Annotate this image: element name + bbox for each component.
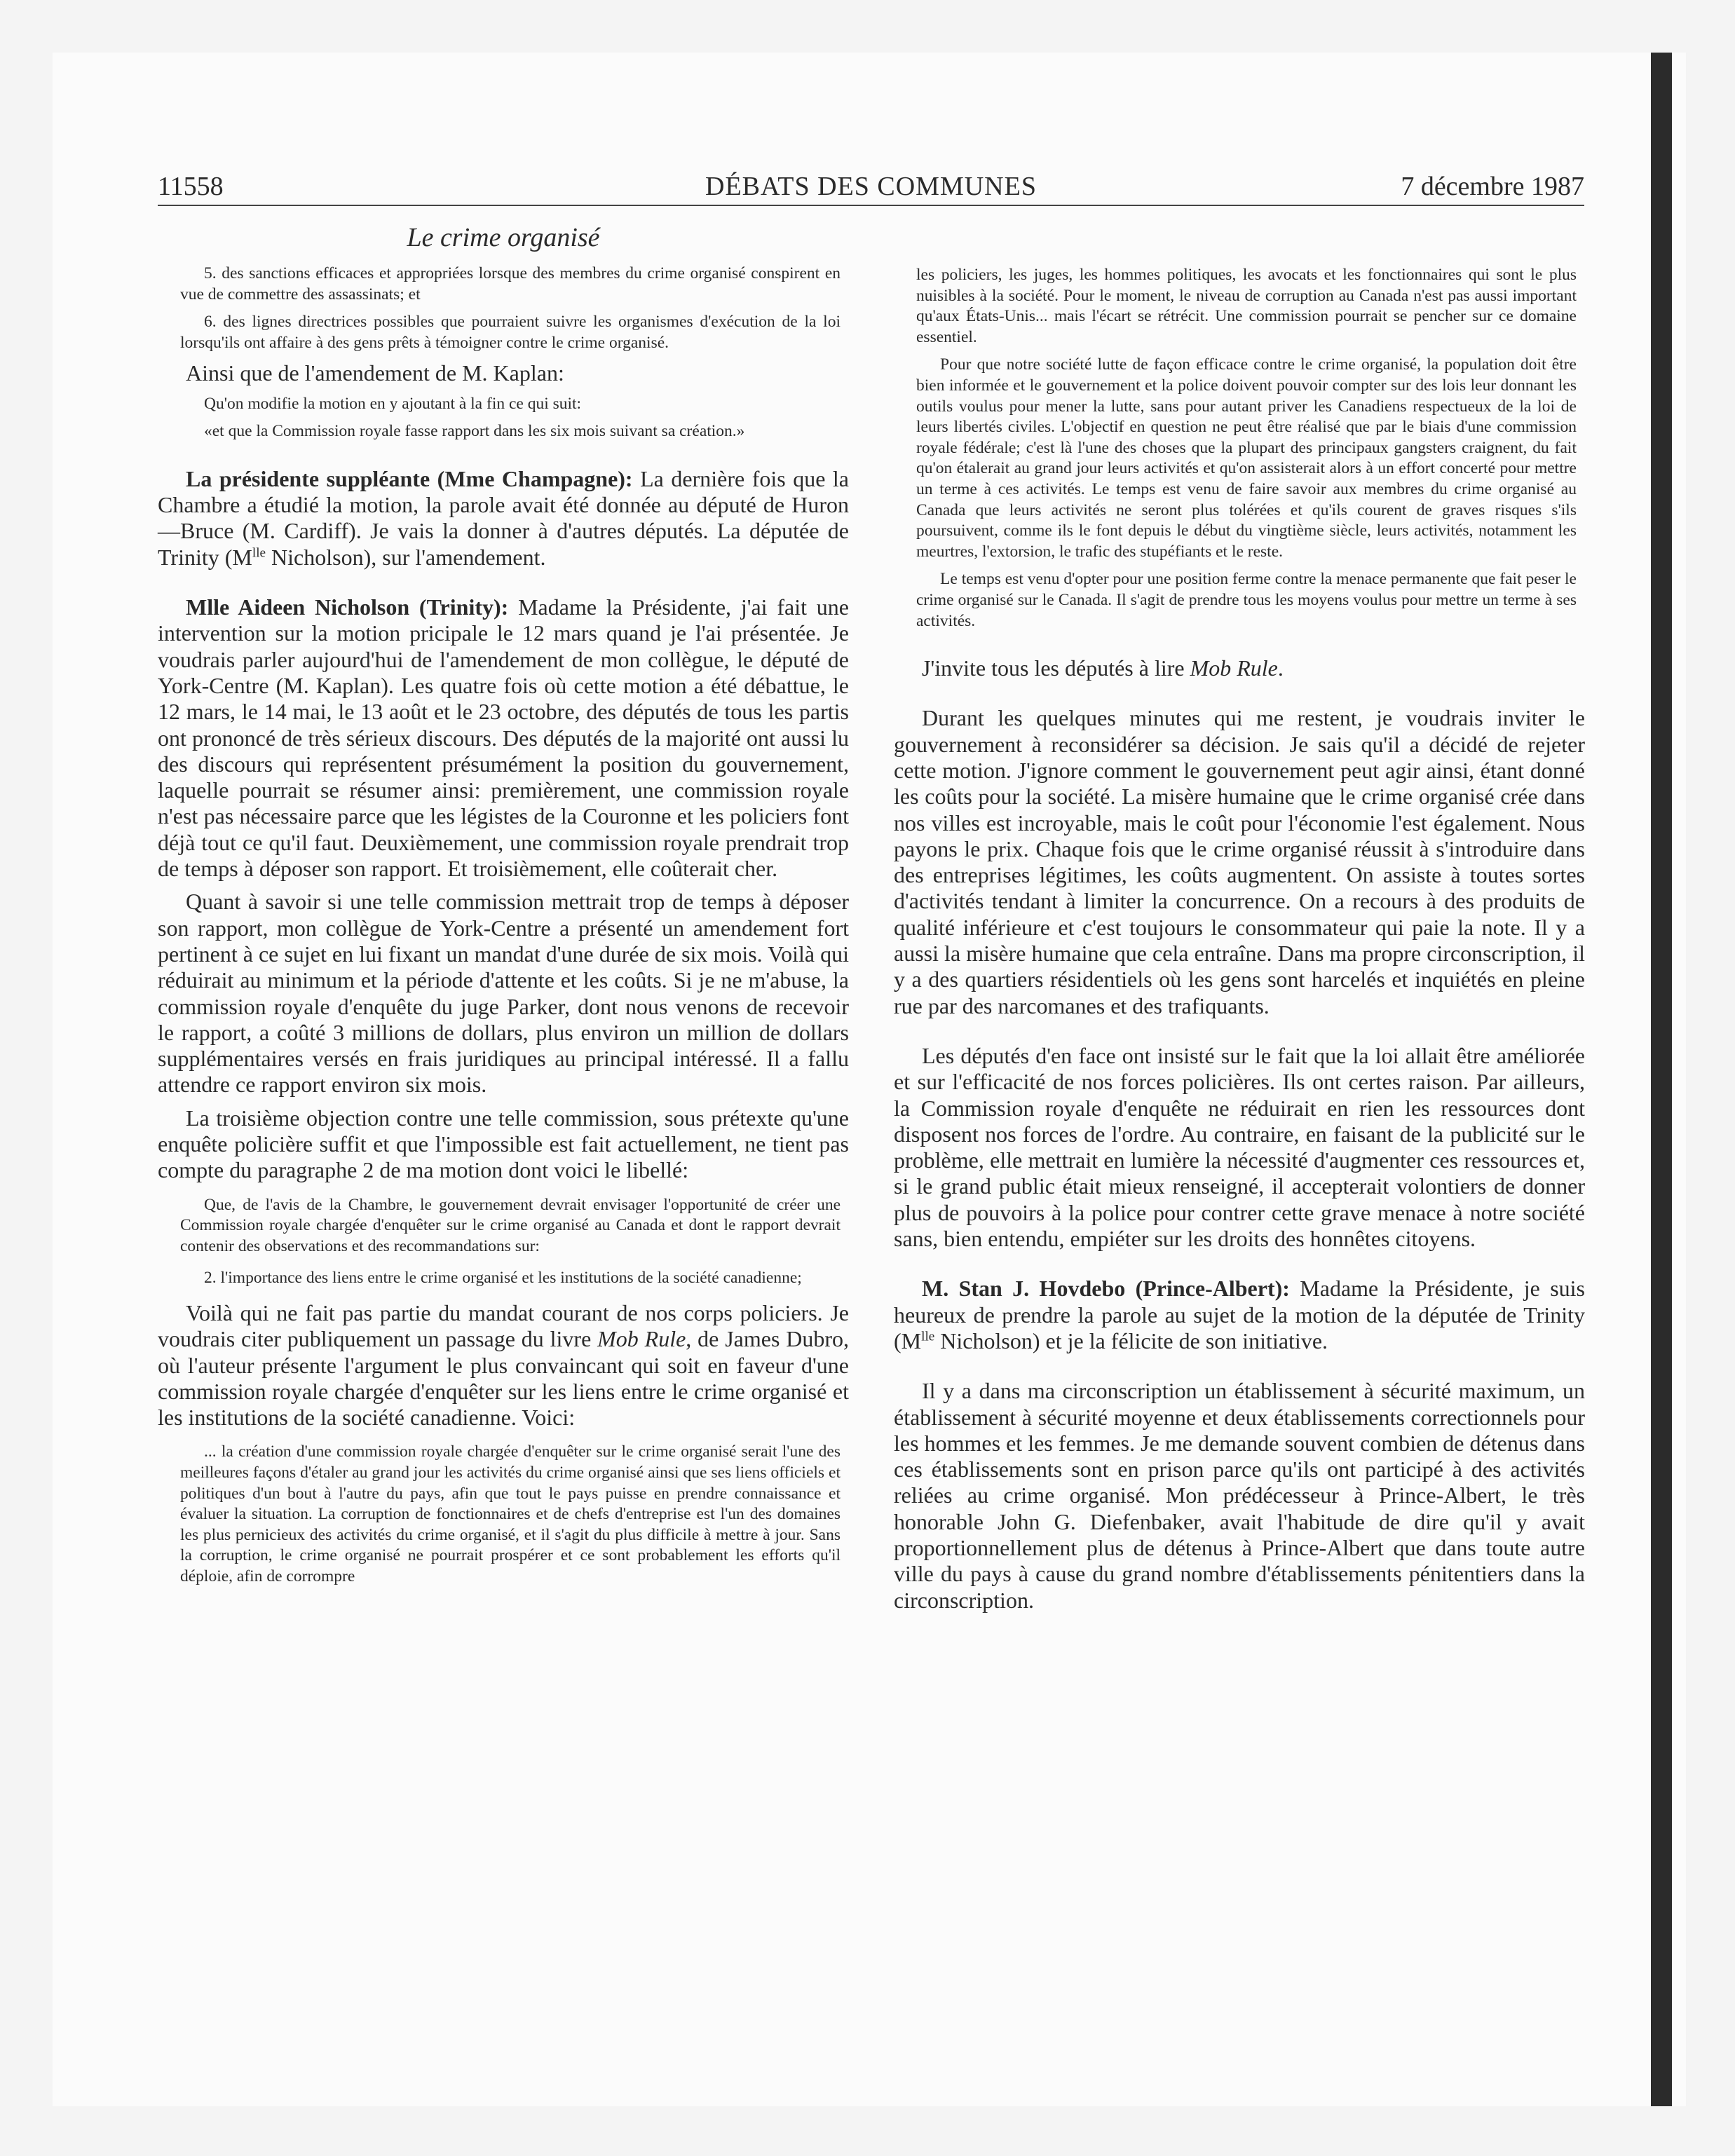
amendment-quote-1: Qu'on modifie la motion en y ajoutant à la fin ce qui suit: (204, 394, 582, 413)
quote-item-2: 2. l'importance des liens entre le crime organisé et les institutions de la société canadienne; (204, 1269, 802, 1288)
left-column (158, 221, 849, 1588)
paragraph-troisieme: La troisième objection contre une telle commission, sous prétexte qu'une enquête policière suffit et que l'impossible est fait actuellement, ne tient pas compte du paragraphe 2 de ma motion dont voici le libellé: (158, 1105, 849, 1183)
quote-pourque: Pour que notre société lutte de façon efficace contre le crime organisé, la population doit être bien informée et le gouvernement et la police doivent pouvoir compter sur des lois leur donnant les outils voulus pour mener la lutte, sans pour autant priver les Canadiens respectueux de la loi de leurs libertés civiles. L'objectif en question ne peut être réalisé que par le biais d'une commission royale fédérale; c'est là l'une des choses que la plupart des principaux gangsters craignent, du fait qu'on étalerait au grand jour leurs activités et qu'on assisterait alors à un effort concerté pour mettre un terme à ces activités. Le temps est venu de faire savoir aux membres du crime organisé au Canada que leurs activités ne seront plus tolérées et qu'ils courent de graves risques s'ils poursuivent, comme ils le font depuis le début du vingtième siècle, leurs activités, notamment les meurtres, l'extorsion, le trafic des stupéfiants et le reste. (916, 355, 1577, 561)
publication-title: DÉBATS DES COMMUNES (705, 172, 1037, 201)
quote-dubro: ... la création d'une commission royale chargée d'enquêter sur le crime organisé serait l'une des meilleures façons d'étaler au grand jour les activités du crime organisé ainsi que ses liens officiels et politiques d'un bout à l'autre du pays, afin que tout le pays puisse en prendre connaissance et évaluer la situation. La corruption de fonctionnaires et de chefs d'entreprise est l'un des domaines les plus pernicieux des activités du crime organisé, et il s'agit du plus difficile à mettre à jour. Sans la corruption, le crime organisé ne pourrait prospérer et ce sont probablement les efforts qu'il déploie, afin de corrompre (180, 1442, 841, 1585)
speaker-name: La présidente suppléante (Mme Champagne): (186, 465, 633, 491)
speaker-name: Mlle Aideen Nicholson (Trinity): (186, 594, 509, 620)
paragraph-chair: La présidente suppléante (Mme Champagne): La dernière fois que la Chambre a étudié la motion, la parole avait été donnée au député de Huron—Bruce (M. Cardiff). Je vais la donner à d'autres députés. La députée de Trinity ($M^{lle}$ Nicholson), sur l'amendement. (158, 465, 850, 570)
amendment-quote-2: «et que la Commission royale fasse rapport dans les six mois suivant sa création.» (204, 422, 745, 441)
book-title: Mob Rule (597, 1326, 686, 1352)
paragraph-hovdebo: M. Stan J. Hovdebo (Prince-Albert): Madame la Présidente, je suis heureux de prendre la parole au sujet de la motion de la députée de Trinity ($M^{lle}$ Nicholson) et je la félicite de son initiative. (894, 1276, 1586, 1353)
page-header (158, 171, 1584, 206)
paragraph-voila: Voilà qui ne fait pas partie du mandat courant de nos corps policiers. Je voudrais citer publiquement un passage du livre Mob Rule, de James Dubro, où l'auteur présente l'argument le plus convaincant qui soit en faveur d'une commission royale chargée d'enquêter sur les liens entre le crime organisé et les institutions de la société canadienne. Voici: (158, 1299, 850, 1431)
subject-heading: Le crime organisé (407, 223, 600, 252)
quote-motion: Que, de l'avis de la Chambre, le gouvernement devrait envisager l'opportunité de créer une Commission royale chargée d'enquêter sur le crime organisé au Canada et dont le rapport devrait contenir des observations et des recommandations sur: (180, 1195, 841, 1255)
page-number: 11558 (158, 172, 224, 201)
page-edge-shadow (1651, 53, 1672, 2106)
speaker-name: M. Stan J. Hovdebo (Prince-Albert): (922, 1276, 1290, 1302)
quote-dubro-continued: les policiers, les juges, les hommes politiques, les avocats et les fonctionnaires qui sont le plus nuisibles à la société. Pour le moment, le niveau de corruption au Canada n'est pas aussi important qu'aux États-Unis... mais l'écart se rétrécit. Une commission pourrait se pencher sur ce domaine essentiel. (916, 266, 1577, 346)
paragraph-invite: J'invite tous les députés à lire Mob Rule. (922, 655, 1284, 681)
paragraph-durant: Durant les quelques minutes qui me restent, je voudrais inviter le gouvernement à reconsidérer sa décision. Je sais qu'il a décidé de rejeter cette motion. J'ignore comment le gouvernement peut agir ainsi, étant donné les coûts pour la société. La misère humaine que le crime organisé crée dans nos villes est incroyable, mais le coût pour l'économie l'est également. Nous payons le prix. Chaque fois que le crime organisé réussit à s'introduire dans des entreprises légitimes, les coûts augmentent. On assiste à toutes sortes d'activités tendant à limiter la concurrence. On a recours à des produits de qualité inférieure et c'est toujours le consommateur qui paie la note. Il y a aussi la misère humaine que cela entraîne. Dans ma propre circonscription, il y a des quartiers résidentiels où les gens sont harcelés et inquiétés en pleine rue par des narcomanes et des trafiquants. (894, 705, 1585, 1018)
paragraph-quant: Quant à savoir si une telle commission mettrait trop de temps à déposer son rapport, mon collègue de York-Centre a présenté un amendement fort pertinent à ce sujet en lui fixant un mandat d'une durée de six mois. Voilà qui réduirait au minimum et la période d'attente et les coûts. Si je ne m'abuse, la commission royale d'enquête du juge Parker, dont nous venons de recevoir le rapport, a coûté 3 millions de dollars, plus environ un million de dollars supplémentaires versés en frais juridiques au principal intéressé. Il a fallu attendre ce rapport environ six mois. (158, 889, 849, 1098)
quote-temps: Le temps est venu d'opter pour une position ferme contre la menace permanente que fait peser le crime organisé sur le Canada. Il s'agit de prendre tous les moyens voulus pour mettre un terme à ses activités. (916, 570, 1577, 630)
paragraph-nicholson: Mlle Aideen Nicholson (Trinity): Madame la Présidente, j'ai fait une intervention sur la motion pricipale le 12 mars quand je l'ai présentée. Je voudrais parler aujourd'hui de l'amendement de mon collègue, le député de York-Centre (M. Kaplan). Les quatre fois où cette motion a été débattue, le 12 mars, le 14 mai, le 13 août et le 23 octobre, des députés de tous les partis ont prononcé de très sérieux discours. Des députés de la majorité ont aussi lu des discours qui représentent présumément la position du gouvernement, laquelle pourrait se résumer ainsi: premièrement, une commission royale n'est pas nécessaire parce que les légistes de la Couronne et les policiers font déjà tout ce qu'il faut. Deuxièmement, une commission royale prendrait trop de temps à déposer son rapport. Et troisièmement, elle coûterait cher. (158, 594, 850, 882)
right-column (894, 265, 1585, 1613)
amendment-intro: Ainsi que de l'amendement de M. Kaplan: (186, 360, 564, 386)
quote-item-6: 6. des lignes directrices possibles que pourraient suivre les organismes d'exécution de la loi lorsqu'ils ont affaire à des gens prêts à témoigner contre le crime organisé. (180, 313, 841, 352)
paragraph-deputes: Les députés d'en face ont insisté sur le fait que la loi allait être améliorée et sur l'efficacité de nos forces policières. Ils ont certes raison. Par ailleurs, la Commission royale d'enquête ne réduirait en rien les ressources dont disposent nos forces de l'ordre. Au contraire, en faisant de la publicité sur le problème, elle mettrait en lumière la nécessité d'augmenter ces ressources et, si le grand public était mieux renseigné, il accepterait volontiers de donner plus de pouvoirs à la police pour contrer cette grave menace à notre société sans, bien entendu, empiéter sur les droits des honnêtes citoyens. (894, 1042, 1585, 1252)
publication-date: 7 décembre 1987 (1401, 172, 1584, 201)
paragraph-ilya: Il y a dans ma circonscription un établissement à sécurité maximum, un établissement à sécurité moyenne et deux établissements correctionnels pour les hommes et les femmes. Je me demande souvent combien de détenus dans ces établissements sont en prison parce qu'ils ont participé à des activités reliées au crime organisé. Mon prédécesseur à Prince-Albert, le très honorable John G. Diefenbaker, avait l'habitude de dire qu'il y avait proportionnellement plus de détenus à Prince-Albert que dans toute autre ville du pays à cause du grand nombre d'établissements pénitentiers dans la circonscription. (894, 1378, 1585, 1613)
quote-item-5: 5. des sanctions efficaces et appropriées lorsque des membres du crime organisé conspirent en vue de commettre des assassinats; et (180, 264, 841, 303)
book-title: Mob Rule (1190, 655, 1278, 681)
